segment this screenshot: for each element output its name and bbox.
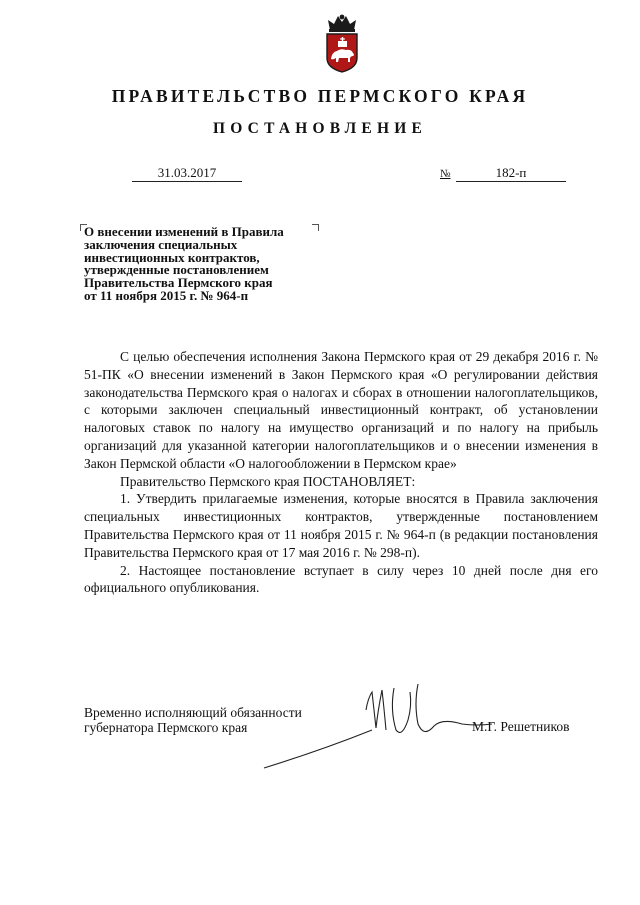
- document-number: 182-п: [456, 165, 566, 182]
- document-subject: [84, 226, 324, 303]
- document-body: [84, 348, 598, 597]
- subject-line: О внесении изменений в Правила: [84, 224, 284, 239]
- body-paragraph-purpose: С целью обеспечения исполнения Закона Пермского края от 29 декабря 2016 г. № 51-ПК «О внесении изменений в Закон Пермского края «О регулировании действия законодательства Пермского края о налогах и сборах в отношении налогоплательщиков, с которыми заключен специальный инвестиционный контракт, об установлении налоговых ставок по налогу на имущество организаций и по налогу на прибыль организаций для указанной категории налогоплательщиков и о внесении изменения в Закон Пермской области «О налогообложении в Пермском крае»: [84, 349, 598, 471]
- signatory-title-line: губернатора Пермского края: [84, 719, 248, 735]
- document-date: 31.03.2017: [132, 165, 242, 182]
- signatory-name: М.Г. Решетников: [472, 719, 570, 734]
- subject-line: от 11 ноября 2015 г. № 964-п: [84, 287, 249, 303]
- perm-krai-coat-of-arms-icon: [322, 12, 362, 74]
- handwritten-signature: [262, 680, 502, 772]
- document-type: ПОСТАНОВЛЕНИЕ: [212, 120, 428, 137]
- signatory-title-line: Временно исполняющий обязанности: [84, 705, 302, 720]
- organization-name: ПРАВИТЕЛЬСТВО ПЕРМСКОГО КРАЯ: [111, 86, 529, 106]
- body-paragraph-item-1: 1. Утвердить прилагаемые изменения, которые вносятся в Правила заключения специальных инвестиционных контрактов, утвержденные постановлением Правительства Пермского края от 11 ноября 2015 г. № 964-п (в редакции постановления Правительства Пермского края от 17 мая 2016 г. № 298-п).: [84, 491, 598, 560]
- body-paragraph-item-2: 2. Настоящее постановление вступает в силу через 10 дней после дня его официального опубликования.: [84, 562, 598, 596]
- subject-line: инвестиционных контрактов,: [84, 249, 260, 265]
- subject-line: Правительства Пермского края: [84, 275, 273, 291]
- number-sign: №: [440, 168, 451, 180]
- subject-line: заключения специальных: [84, 236, 238, 252]
- subject-line: утвержденные постановлением: [84, 262, 269, 278]
- body-paragraph-resolves: Правительство Пермского края ПОСТАНОВЛЯЕТ:: [120, 473, 416, 489]
